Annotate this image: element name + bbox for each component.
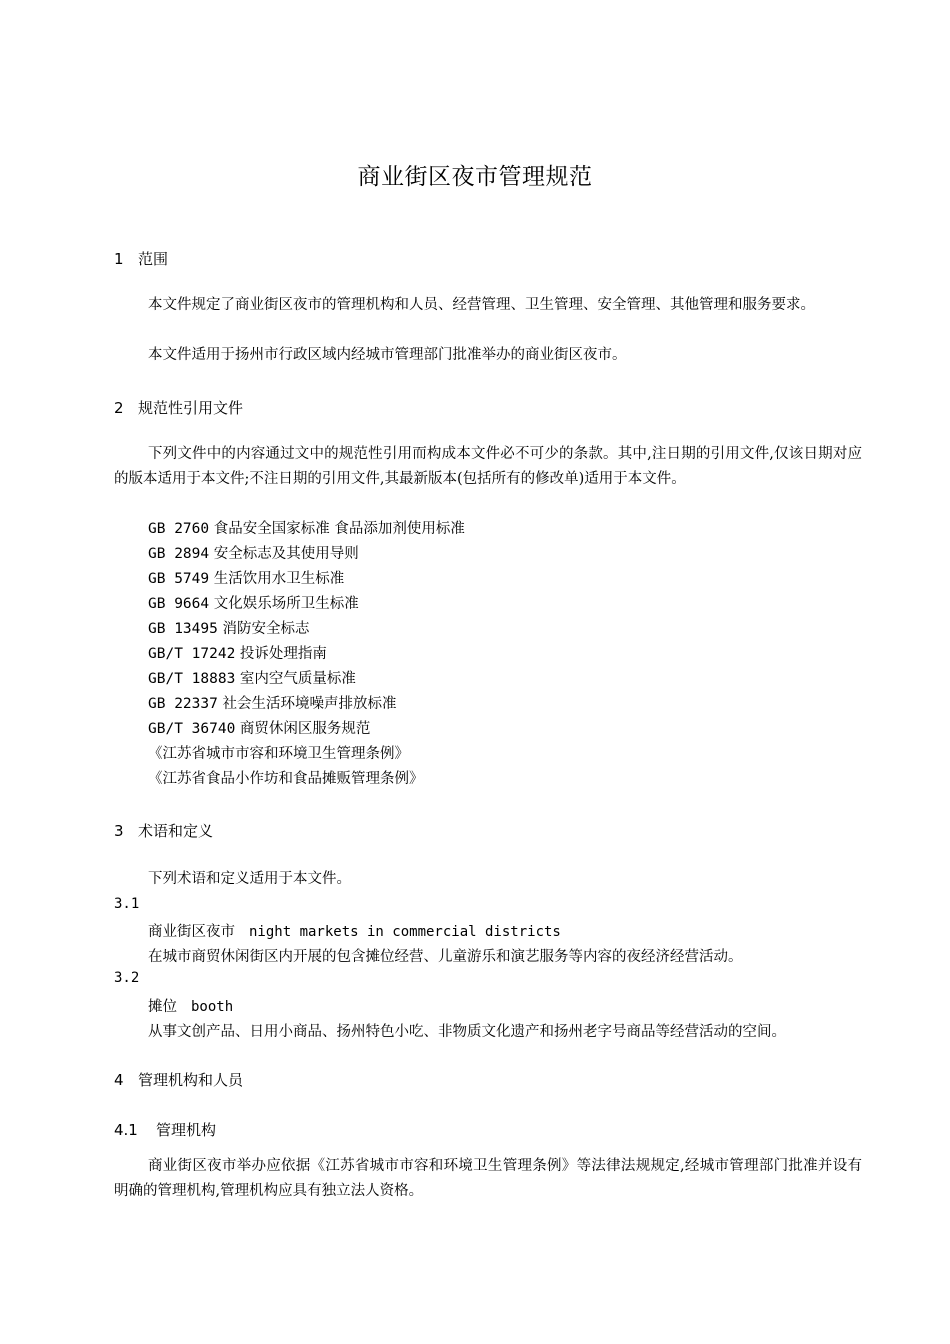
- document-title: 商业街区夜市管理规范: [357, 164, 593, 190]
- section-4-heading: [114, 1069, 243, 1090]
- term-definition: 在城市商贸休闲街区内开展的包含摊位经营、儿童游乐和演艺服务等内容的夜经济经营活动。: [148, 949, 743, 965]
- reference-code: GB 5749: [148, 571, 210, 587]
- reference-code: GB/T 17242: [148, 646, 236, 662]
- section-number: 4: [114, 1071, 124, 1089]
- reference-item: [148, 642, 327, 667]
- section-3-intro: 下列术语和定义适用于本文件。: [148, 871, 351, 887]
- term-chinese: 摊位: [148, 999, 177, 1015]
- reference-title: 食品安全国家标准 食品添加剂使用标准: [213, 521, 465, 537]
- term-definition: 从事文创产品、日用小商品、扬州特色小吃、非物质文化遗产和扬州老字号商品等经营活动的空间。: [148, 1024, 786, 1040]
- reference-title: 室内空气质量标准: [239, 671, 356, 687]
- section-1-paragraph-2: 本文件适用于扬州市行政区域内经城市管理部门批准举办的商业街区夜市。: [148, 347, 627, 363]
- reference-title: 社会生活环境噪声排放标准: [222, 696, 397, 712]
- reference-code: GB 22337: [148, 696, 218, 712]
- term-number: 3.2: [114, 970, 140, 986]
- reference-item: [148, 667, 356, 692]
- reference-title: 投诉处理指南: [239, 646, 327, 662]
- reference-title: 消防安全标志: [222, 621, 310, 637]
- section-title: 管理机构和人员: [138, 1071, 244, 1089]
- reference-item: [148, 542, 359, 567]
- reference-item: [148, 717, 370, 742]
- reference-code: GB 13495: [148, 621, 218, 637]
- reference-item: [148, 617, 309, 642]
- reference-code: GB/T 18883: [148, 671, 236, 687]
- reference-title: 商贸休闲区服务规范: [239, 721, 371, 737]
- subsection-number: 4.1: [114, 1121, 138, 1139]
- reference-code: GB 9664: [148, 596, 210, 612]
- reference-item: [148, 692, 396, 717]
- reference-title: 文化娱乐场所卫生标准: [213, 596, 359, 612]
- section-2-intro: 下列文件中的内容通过文中的规范性引用而构成本文件必不可少的条款。其中,注日期的引用文件,仅该日期对应的版本适用于本文件;不注日期的引用文件,其最新版本(包括所有的修改单)适用于本文件。: [114, 446, 862, 487]
- reference-code: GB 2894: [148, 546, 210, 562]
- term-entry: [148, 995, 233, 1016]
- reference-item: [148, 567, 344, 592]
- term-chinese: 商业街区夜市: [148, 924, 235, 940]
- section-title: 术语和定义: [138, 822, 214, 840]
- section-1-heading: [114, 248, 168, 269]
- term-english: booth: [191, 999, 234, 1015]
- regulation-item: 《江苏省城市市容和环境卫生管理条例》: [148, 746, 409, 762]
- reference-item: [148, 517, 465, 542]
- reference-code: GB 2760: [148, 521, 210, 537]
- regulation-item: 《江苏省食品小作坊和食品摊贩管理条例》: [148, 771, 424, 787]
- term-number: 3.1: [114, 896, 140, 912]
- term-entry: [148, 920, 561, 941]
- section-title: 规范性引用文件: [138, 399, 244, 417]
- section-number: 1: [114, 250, 124, 268]
- section-number: 2: [114, 399, 124, 417]
- section-3-heading: [114, 820, 213, 841]
- subsection-title: 管理机构: [156, 1121, 217, 1139]
- section-number: 3: [114, 822, 124, 840]
- section-1-paragraph-1: 本文件规定了商业街区夜市的管理机构和人员、经营管理、卫生管理、安全管理、其他管理和服务要求。: [148, 297, 815, 313]
- reference-title: 生活饮用水卫生标准: [213, 571, 345, 587]
- subsection-4-1-paragraph: 商业街区夜市举办应依据《江苏省城市市容和环境卫生管理条例》等法律法规规定,经城市管理部门批准并设有明确的管理机构,管理机构应具有独立法人资格。: [114, 1158, 862, 1199]
- section-2-heading: [114, 397, 243, 418]
- reference-title: 安全标志及其使用导则: [213, 546, 359, 562]
- term-english: night markets in commercial districts: [249, 924, 561, 940]
- subsection-4-1-heading: [114, 1119, 216, 1140]
- reference-code: GB/T 36740: [148, 721, 236, 737]
- section-title: 范围: [138, 250, 169, 268]
- reference-item: [148, 592, 359, 617]
